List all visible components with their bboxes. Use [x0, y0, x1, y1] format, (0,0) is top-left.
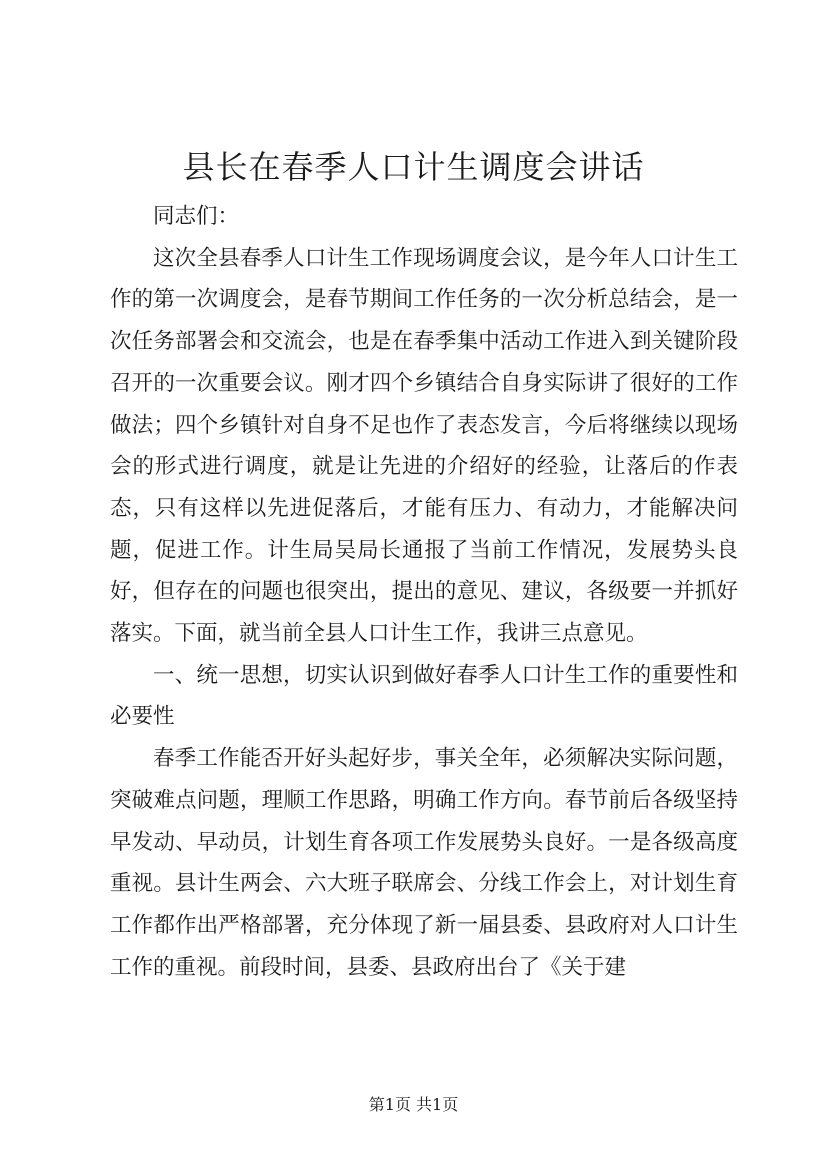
document-title: 县长在春季人口计生调度会讲话 — [182, 148, 645, 186]
section-1-paragraph: 春季工作能否开好头起好步，事关全年，必须解决实际问题，突破难点问题，理顺工作思路，明确工作方向。春节前后各级坚持早发动、早动员，计划生育各项工作发展势头良好。一是各级高度重视。县计生两会、六大班子联席会、分线工作会上，对计划生育工作都作出严格部署，充分体现了新一届县委、县政府对人口计生工作的重视。前段时间，县委、县政府出台了《关于建 — [110, 746, 738, 980]
document-body — [110, 196, 738, 988]
intro-paragraph: 这次全县春季人口计生工作现场调度会议，是今年人口计生工作的第一次调度会，是春节期间工作任务的一次分析总结会，是一次任务部署会和交流会，也是在春季集中活动工作进入到关键阶段召开的一次重要会议。刚才四个乡镇结合自身实际讲了很好的工作做法；四个乡镇针对自身不足也作了表态发言，今后将继续以现场会的形式进行调度，就是让先进的介绍好的经验，让落后的作表态，只有这样以先进促落后，才能有压力、有动力，才能解决问题，促进工作。计生局吴局长通报了当前工作情况，发展势头良好，但存在的问题也很突出，提出的意见、建议，各级要一并抓好落实。下面，就当前全县人口计生工作，我讲三点意见。 — [110, 245, 738, 647]
section-heading-1: 一、统一思想，切实认识到做好春季人口计生工作的重要性和必要性 — [110, 662, 738, 730]
salutation-paragraph: 同志们： — [153, 204, 240, 229]
page-footer: 第1页 共1页 — [368, 1095, 459, 1114]
